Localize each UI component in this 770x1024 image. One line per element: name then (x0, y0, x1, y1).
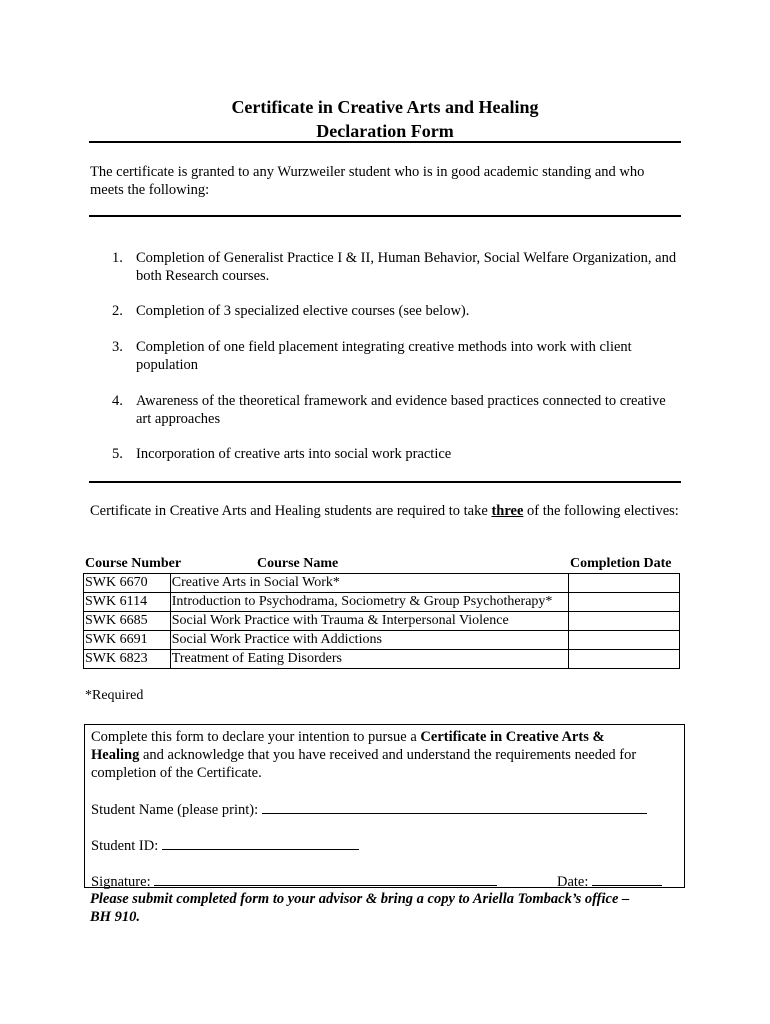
divider (89, 141, 681, 143)
student-id-field[interactable] (162, 835, 359, 850)
student-name-field[interactable] (262, 799, 647, 814)
submission-instructions (90, 890, 680, 926)
header-completion-date: Completion Date (570, 556, 672, 571)
intro-paragraph: The certificate is granted to any Wurzweiler student who is in good academic standing and who meets the following: (90, 164, 645, 198)
list-number: 3. (112, 339, 123, 355)
table-row (84, 650, 680, 669)
instructions-line-1: Please submit completed form to your advisor & bring a copy to Ariella Tomback’s office – (90, 891, 630, 907)
requirement-text: Incorporation of creative arts into social work practice (136, 446, 452, 462)
declaration-line-2 (91, 746, 636, 764)
table-row (84, 612, 680, 631)
course-name: Treatment of Eating Disorders (170, 650, 569, 669)
course-name: Social Work Practice with Trauma & Interpersonal Violence (170, 612, 569, 631)
list-number: 4. (112, 393, 123, 409)
list-number: 1. (112, 250, 123, 266)
declaration-line-3: completion of the Certificate. (91, 765, 262, 781)
list-number: 5. (112, 446, 123, 462)
declaration-box (84, 724, 685, 888)
completion-date-field[interactable] (569, 593, 680, 612)
header-course-name: Course Name (257, 556, 339, 571)
course-number: SWK 6691 (84, 631, 171, 650)
electives-intro (90, 502, 680, 520)
requirement-text: Completion of Generalist Practice I & II, Human Behavior, Social Welfare Organization, and both Research courses. (136, 250, 677, 284)
certificate-name: Certificate in Creative Arts & (420, 729, 605, 745)
requirement-text: Completion of 3 specialized elective courses (see below). (136, 303, 470, 319)
electives-intro-after: of the following electives: (523, 503, 679, 519)
completion-date-field[interactable] (569, 612, 680, 631)
list-number: 2. (112, 303, 123, 319)
course-name: Introduction to Psychodrama, Sociometry & Group Psychotherapy* (170, 593, 569, 612)
requirement-text: Completion of one field placement integrating creative methods into work with client population (136, 339, 632, 373)
signature-field[interactable] (154, 871, 497, 886)
completion-date-field[interactable] (569, 631, 680, 650)
form-subtitle: Declaration Form (316, 121, 454, 141)
divider (89, 481, 681, 483)
course-number: SWK 6823 (84, 650, 171, 669)
instructions-line-2: BH 910. (90, 909, 140, 925)
student-id-row (91, 835, 359, 855)
completion-date-field[interactable] (569, 650, 680, 669)
electives-emphasis: three (491, 503, 524, 519)
student-name-row (91, 799, 647, 819)
table-row (84, 631, 680, 650)
student-id-label: Student ID: (91, 838, 159, 854)
courses-table (83, 573, 680, 669)
required-note: *Required (85, 688, 144, 703)
table-row (84, 574, 680, 593)
course-name: Social Work Practice with Addictions (170, 631, 569, 650)
completion-date-field[interactable] (569, 574, 680, 593)
course-number: SWK 6685 (84, 612, 171, 631)
signature-label: Signature: (91, 874, 151, 890)
declaration-text: Complete this form to declare your intention to pursue a (91, 729, 421, 745)
requirement-text: Awareness of the theoretical framework and evidence based practices connected to creative art approaches (136, 393, 666, 427)
course-name: Creative Arts in Social Work* (170, 574, 569, 593)
certificate-name: Healing (91, 747, 140, 763)
form-title: Certificate in Creative Arts and Healing (231, 97, 539, 117)
header-course-number: Course Number (85, 556, 182, 571)
date-row (557, 871, 662, 891)
course-number: SWK 6114 (84, 593, 171, 612)
course-number: SWK 6670 (84, 574, 171, 593)
divider (89, 215, 681, 217)
table-row (84, 593, 680, 612)
date-label: Date: (557, 874, 589, 890)
date-field[interactable] (592, 871, 662, 886)
student-name-label: Student Name (please print): (91, 802, 259, 818)
declaration-line-1 (91, 728, 605, 746)
electives-intro-before: Certificate in Creative Arts and Healing students are required to take (90, 503, 492, 519)
signature-row (91, 871, 497, 891)
declaration-text: and acknowledge that you have received and understand the requirements needed for (139, 747, 637, 763)
